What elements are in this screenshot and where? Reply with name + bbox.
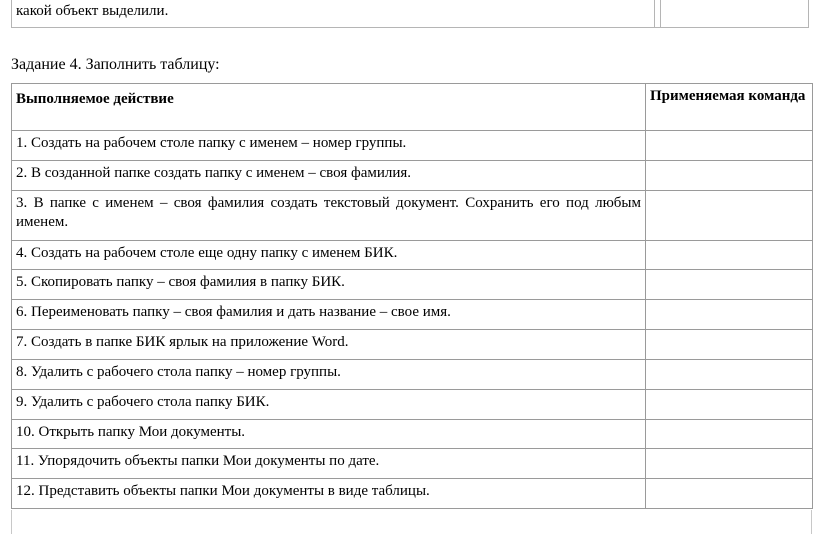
command-cell[interactable] [646, 330, 813, 360]
page-bottom-border [11, 510, 812, 534]
previous-table-text: какой объект выделили. [12, 0, 655, 27]
command-cell[interactable] [646, 479, 813, 509]
action-cell: 3. В папке с именем – своя фамилия создать текстовый документ. Сохранить его под любым именем. [12, 191, 646, 241]
action-cell: 7. Создать в папке БИК ярлык на приложение Word. [12, 330, 646, 360]
command-cell[interactable] [646, 161, 813, 191]
action-cell: 8. Удалить с рабочего стола папку – номер группы. [12, 360, 646, 390]
table-header-row [12, 84, 813, 131]
command-cell[interactable] [646, 360, 813, 390]
command-cell[interactable] [646, 390, 813, 420]
command-cell[interactable] [646, 420, 813, 449]
table-row [12, 390, 813, 420]
previous-table-answer-cell [661, 0, 808, 27]
action-cell: 11. Упорядочить объекты папки Мои документы по дате. [12, 449, 646, 479]
action-cell: 6. Переименовать папку – своя фамилия и дать название – свое имя. [12, 300, 646, 330]
command-cell[interactable] [646, 300, 813, 330]
table-row [12, 270, 813, 300]
table-row [12, 479, 813, 509]
previous-table-fragment [11, 0, 809, 28]
command-cell[interactable] [646, 270, 813, 300]
action-cell: 5. Скопировать папку – своя фамилия в папку БИК. [12, 270, 646, 300]
table-row [12, 300, 813, 330]
table-row [12, 360, 813, 390]
action-cell: 10. Открыть папку Мои документы. [12, 420, 646, 449]
header-action: Выполняемое действие [12, 84, 646, 131]
action-cell: 9. Удалить с рабочего стола папку БИК. [12, 390, 646, 420]
command-cell[interactable] [646, 241, 813, 270]
table-row [12, 420, 813, 449]
table-row [12, 161, 813, 191]
action-cell: 1. Создать на рабочем столе папку с именем – номер группы. [12, 131, 646, 161]
header-command: Применяемая команда [646, 84, 813, 131]
command-cell[interactable] [646, 191, 813, 241]
task-title: Задание 4. Заполнить таблицу: [11, 56, 220, 73]
command-cell[interactable] [646, 449, 813, 479]
table-row [12, 131, 813, 161]
table-row [12, 191, 813, 241]
table-row [12, 449, 813, 479]
table-row [12, 330, 813, 360]
table-row [12, 241, 813, 270]
action-cell: 2. В созданной папке создать папку с именем – своя фамилия. [12, 161, 646, 191]
action-cell: 12. Представить объекты папки Мои документы в виде таблицы. [12, 479, 646, 509]
command-cell[interactable] [646, 131, 813, 161]
action-cell: 4. Создать на рабочем столе еще одну папку с именем БИК. [12, 241, 646, 270]
task-table [11, 83, 813, 509]
